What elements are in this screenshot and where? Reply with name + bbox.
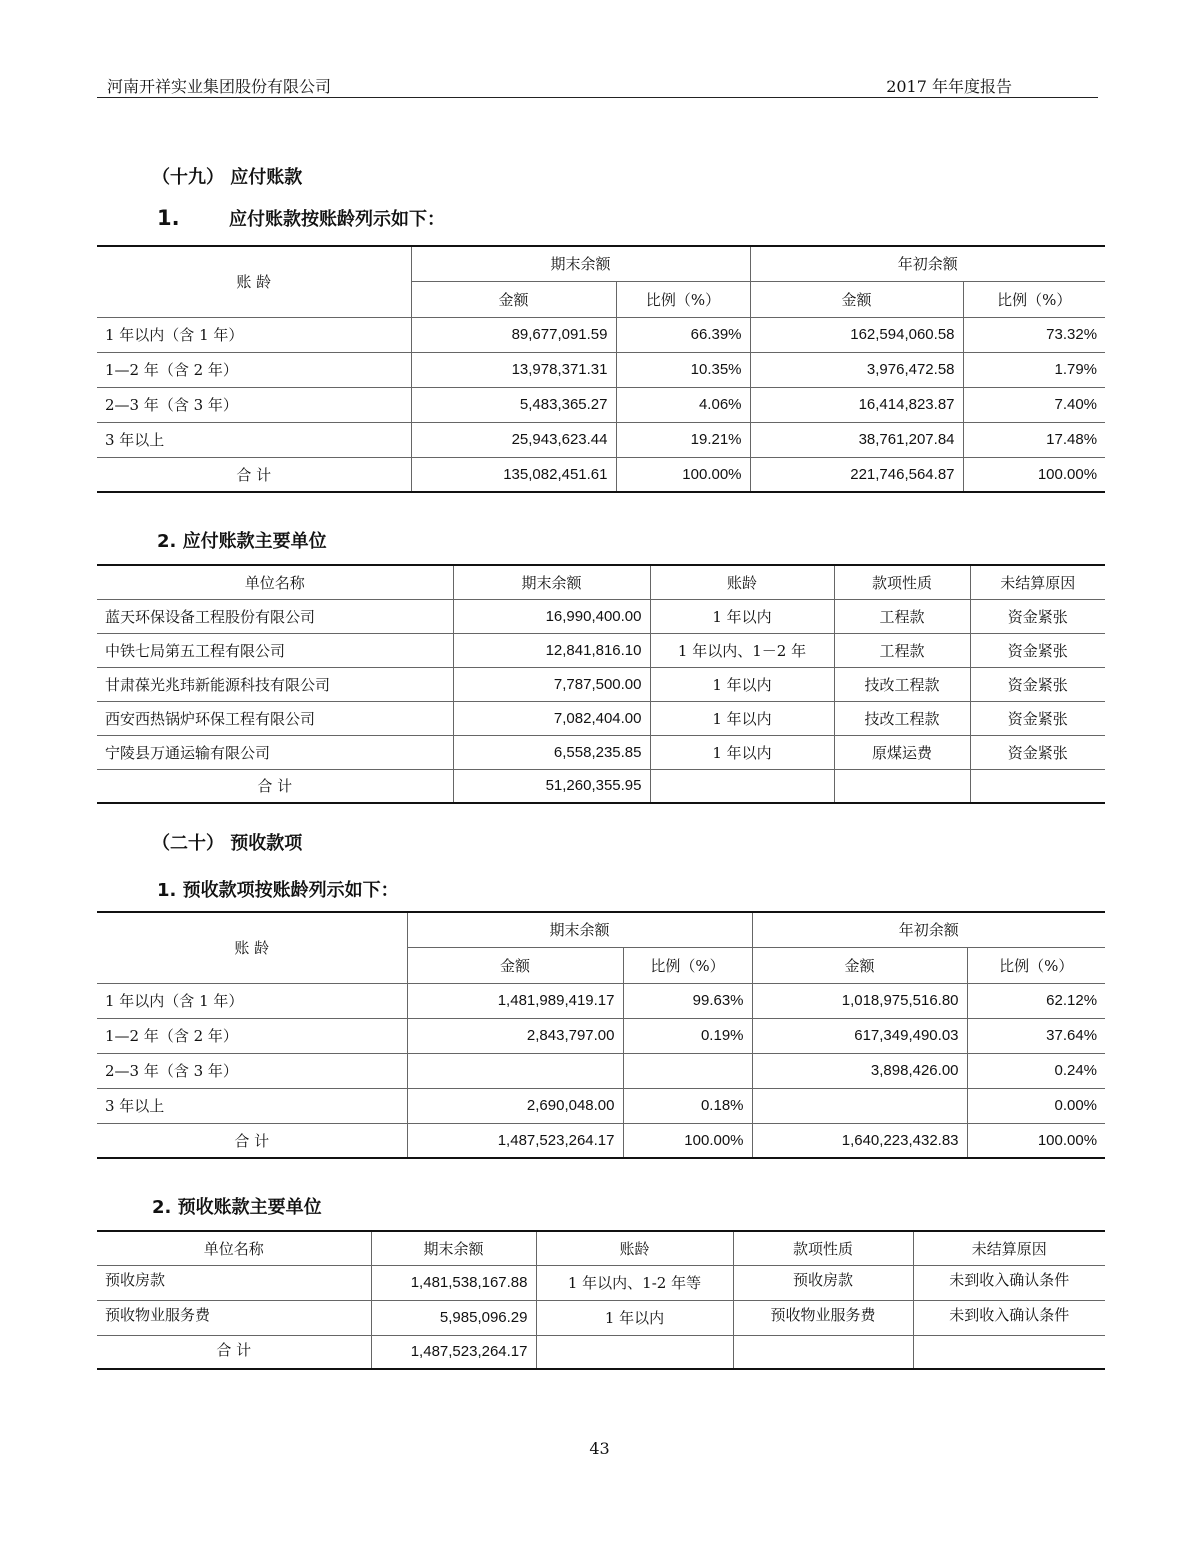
empty-cell <box>970 769 1105 803</box>
end-ratio: 4.06% <box>616 387 750 422</box>
row-label: 2—3 年（含 3 年） <box>97 1053 407 1088</box>
section-19-sub2-title: 2. 应付账款主要单位 <box>157 531 327 552</box>
begin-ratio: 62.12% <box>967 983 1105 1018</box>
table-row <box>97 1018 1105 1053</box>
table-row <box>97 352 1105 387</box>
table-row <box>97 735 1105 769</box>
col-begin-amount: 金额 <box>752 947 967 983</box>
unit-name: 中铁七局第五工程有限公司 <box>97 633 453 667</box>
col-begin-ratio: 比例（%） <box>967 947 1105 983</box>
payables-aging-table <box>97 245 1105 493</box>
end-ratio <box>623 1053 752 1088</box>
header-nature: 款项性质 <box>733 1231 913 1265</box>
table-row <box>97 1300 1105 1335</box>
unit-nature: 技改工程款 <box>834 701 970 735</box>
section-20-sub1-title: 1. 预收款项按账龄列示如下： <box>157 880 399 901</box>
unit-age: 1 年以内 <box>650 667 834 701</box>
unit-nature: 技改工程款 <box>834 667 970 701</box>
total-row <box>97 1335 1105 1369</box>
table-row <box>97 633 1105 667</box>
begin-amount: 16,414,823.87 <box>750 387 963 422</box>
section-19-title: （十九） 应付账款 <box>152 167 303 188</box>
begin-amount <box>752 1088 967 1123</box>
unit-reason: 资金紧张 <box>970 735 1105 769</box>
table-row <box>97 599 1105 633</box>
begin-ratio: 100.00% <box>963 457 1105 492</box>
unit-amount: 7,787,500.00 <box>453 667 650 701</box>
unit-reason: 资金紧张 <box>970 633 1105 667</box>
unit-amount: 16,990,400.00 <box>453 599 650 633</box>
end-amount: 5,483,365.27 <box>411 387 616 422</box>
unit-amount: 1,481,538,167.88 <box>371 1265 536 1300</box>
end-amount: 2,843,797.00 <box>407 1018 623 1053</box>
total-row <box>97 1123 1105 1158</box>
unit-reason: 资金紧张 <box>970 701 1105 735</box>
begin-ratio: 37.64% <box>967 1018 1105 1053</box>
end-ratio: 10.35% <box>616 352 750 387</box>
begin-ratio: 17.48% <box>963 422 1105 457</box>
total-label: 合 计 <box>97 457 411 492</box>
unit-age: 1 年以内、1-2 年等 <box>536 1265 733 1300</box>
unit-name: 宁陵县万通运输有限公司 <box>97 735 453 769</box>
col-begin-amount: 金额 <box>750 281 963 317</box>
section-19-sub1-title: 应付账款按账龄列示如下： <box>229 209 445 230</box>
empty-cell <box>536 1335 733 1369</box>
table-row <box>97 317 1105 352</box>
header-age: 账龄 <box>650 565 834 599</box>
empty-cell <box>733 1335 913 1369</box>
table-row <box>97 387 1105 422</box>
payables-units-table <box>97 564 1105 804</box>
begin-ratio: 0.00% <box>967 1088 1105 1123</box>
advances-aging-table <box>97 911 1105 1159</box>
group-begin-balance: 年初余额 <box>750 246 1105 281</box>
group-end-balance: 期末余额 <box>407 912 752 947</box>
total-amount: 51,260,355.95 <box>453 769 650 803</box>
unit-age: 1 年以内 <box>536 1300 733 1335</box>
col-begin-ratio: 比例（%） <box>963 281 1105 317</box>
section-19-sub1-heading <box>157 205 445 231</box>
unit-reason: 未到收入确认条件 <box>913 1265 1105 1300</box>
begin-ratio: 73.32% <box>963 317 1105 352</box>
col-end-amount: 金额 <box>411 281 616 317</box>
empty-cell <box>913 1335 1105 1369</box>
begin-amount: 3,976,472.58 <box>750 352 963 387</box>
end-amount: 135,082,451.61 <box>411 457 616 492</box>
row-label: 2—3 年（含 3 年） <box>97 387 411 422</box>
unit-nature: 工程款 <box>834 633 970 667</box>
unit-amount: 12,841,816.10 <box>453 633 650 667</box>
unit-age: 1 年以内、1－2 年 <box>650 633 834 667</box>
begin-amount: 3,898,426.00 <box>752 1053 967 1088</box>
col-age-header: 账 龄 <box>97 246 411 317</box>
end-ratio: 100.00% <box>623 1123 752 1158</box>
begin-ratio: 7.40% <box>963 387 1105 422</box>
table-row <box>97 983 1105 1018</box>
section-20-sub2-title: 2. 预收账款主要单位 <box>152 1197 322 1218</box>
table-row <box>97 701 1105 735</box>
header-unit-name: 单位名称 <box>97 1231 371 1265</box>
unit-name: 预收房款 <box>97 1265 371 1300</box>
begin-amount: 1,640,223,432.83 <box>752 1123 967 1158</box>
group-end-balance: 期末余额 <box>411 246 750 281</box>
begin-ratio: 0.24% <box>967 1053 1105 1088</box>
advances-units-table <box>97 1230 1105 1370</box>
end-amount: 2,690,048.00 <box>407 1088 623 1123</box>
table-row <box>97 422 1105 457</box>
table-row <box>97 1053 1105 1088</box>
header-reason: 未结算原因 <box>913 1231 1105 1265</box>
unit-reason: 资金紧张 <box>970 667 1105 701</box>
begin-amount: 162,594,060.58 <box>750 317 963 352</box>
total-label: 合 计 <box>97 1123 407 1158</box>
begin-amount: 1,018,975,516.80 <box>752 983 967 1018</box>
unit-age: 1 年以内 <box>650 599 834 633</box>
table-row <box>97 1265 1105 1300</box>
col-end-ratio: 比例（%） <box>616 281 750 317</box>
end-amount: 25,943,623.44 <box>411 422 616 457</box>
header-end-balance: 期末余额 <box>371 1231 536 1265</box>
total-label: 合 计 <box>97 1335 371 1369</box>
begin-amount: 38,761,207.84 <box>750 422 963 457</box>
section-20-title: （二十） 预收款项 <box>152 833 303 854</box>
row-label: 1—2 年（含 2 年） <box>97 1018 407 1053</box>
end-ratio: 0.18% <box>623 1088 752 1123</box>
table-row <box>97 1088 1105 1123</box>
row-label: 3 年以上 <box>97 422 411 457</box>
unit-nature: 预收物业服务费 <box>733 1300 913 1335</box>
page-header <box>97 70 1098 98</box>
col-end-amount: 金额 <box>407 947 623 983</box>
begin-amount: 221,746,564.87 <box>750 457 963 492</box>
col-end-ratio: 比例（%） <box>623 947 752 983</box>
unit-amount: 6,558,235.85 <box>453 735 650 769</box>
unit-nature: 原煤运费 <box>834 735 970 769</box>
row-label: 1 年以内（含 1 年） <box>97 983 407 1018</box>
header-unit-name: 单位名称 <box>97 565 453 599</box>
unit-name: 甘肃葆光兆玮新能源科技有限公司 <box>97 667 453 701</box>
header-end-balance: 期末余额 <box>453 565 650 599</box>
header-age: 账龄 <box>536 1231 733 1265</box>
end-ratio: 100.00% <box>616 457 750 492</box>
unit-name: 西安西热锅炉环保工程有限公司 <box>97 701 453 735</box>
end-amount: 1,487,523,264.17 <box>407 1123 623 1158</box>
end-amount <box>407 1053 623 1088</box>
total-row <box>97 769 1105 803</box>
unit-amount: 7,082,404.00 <box>453 701 650 735</box>
unit-reason: 未到收入确认条件 <box>913 1300 1105 1335</box>
report-title: 2017 年年度报告 <box>886 77 1012 96</box>
end-amount: 1,481,989,419.17 <box>407 983 623 1018</box>
unit-nature: 工程款 <box>834 599 970 633</box>
unit-nature: 预收房款 <box>733 1265 913 1300</box>
total-label: 合 计 <box>97 769 453 803</box>
empty-cell <box>650 769 834 803</box>
begin-ratio: 100.00% <box>967 1123 1105 1158</box>
company-name: 河南开祥实业集团股份有限公司 <box>107 77 332 96</box>
begin-ratio: 1.79% <box>963 352 1105 387</box>
begin-amount: 617,349,490.03 <box>752 1018 967 1053</box>
header-reason: 未结算原因 <box>970 565 1105 599</box>
col-age-header: 账 龄 <box>97 912 407 983</box>
end-amount: 89,677,091.59 <box>411 317 616 352</box>
page-number: 43 <box>589 1439 610 1458</box>
row-label: 1 年以内（含 1 年） <box>97 317 411 352</box>
unit-name: 预收物业服务费 <box>97 1300 371 1335</box>
end-ratio: 66.39% <box>616 317 750 352</box>
section-19-sub1-number: 1. <box>157 206 180 230</box>
group-begin-balance: 年初余额 <box>752 912 1105 947</box>
end-ratio: 19.21% <box>616 422 750 457</box>
row-label: 3 年以上 <box>97 1088 407 1123</box>
empty-cell <box>834 769 970 803</box>
unit-amount: 5,985,096.29 <box>371 1300 536 1335</box>
row-label: 1—2 年（含 2 年） <box>97 352 411 387</box>
unit-age: 1 年以内 <box>650 701 834 735</box>
end-amount: 13,978,371.31 <box>411 352 616 387</box>
total-row <box>97 457 1105 492</box>
end-ratio: 0.19% <box>623 1018 752 1053</box>
header-nature: 款项性质 <box>834 565 970 599</box>
end-ratio: 99.63% <box>623 983 752 1018</box>
table-row <box>97 667 1105 701</box>
unit-age: 1 年以内 <box>650 735 834 769</box>
total-amount: 1,487,523,264.17 <box>371 1335 536 1369</box>
unit-name: 蓝天环保设备工程股份有限公司 <box>97 599 453 633</box>
unit-reason: 资金紧张 <box>970 599 1105 633</box>
